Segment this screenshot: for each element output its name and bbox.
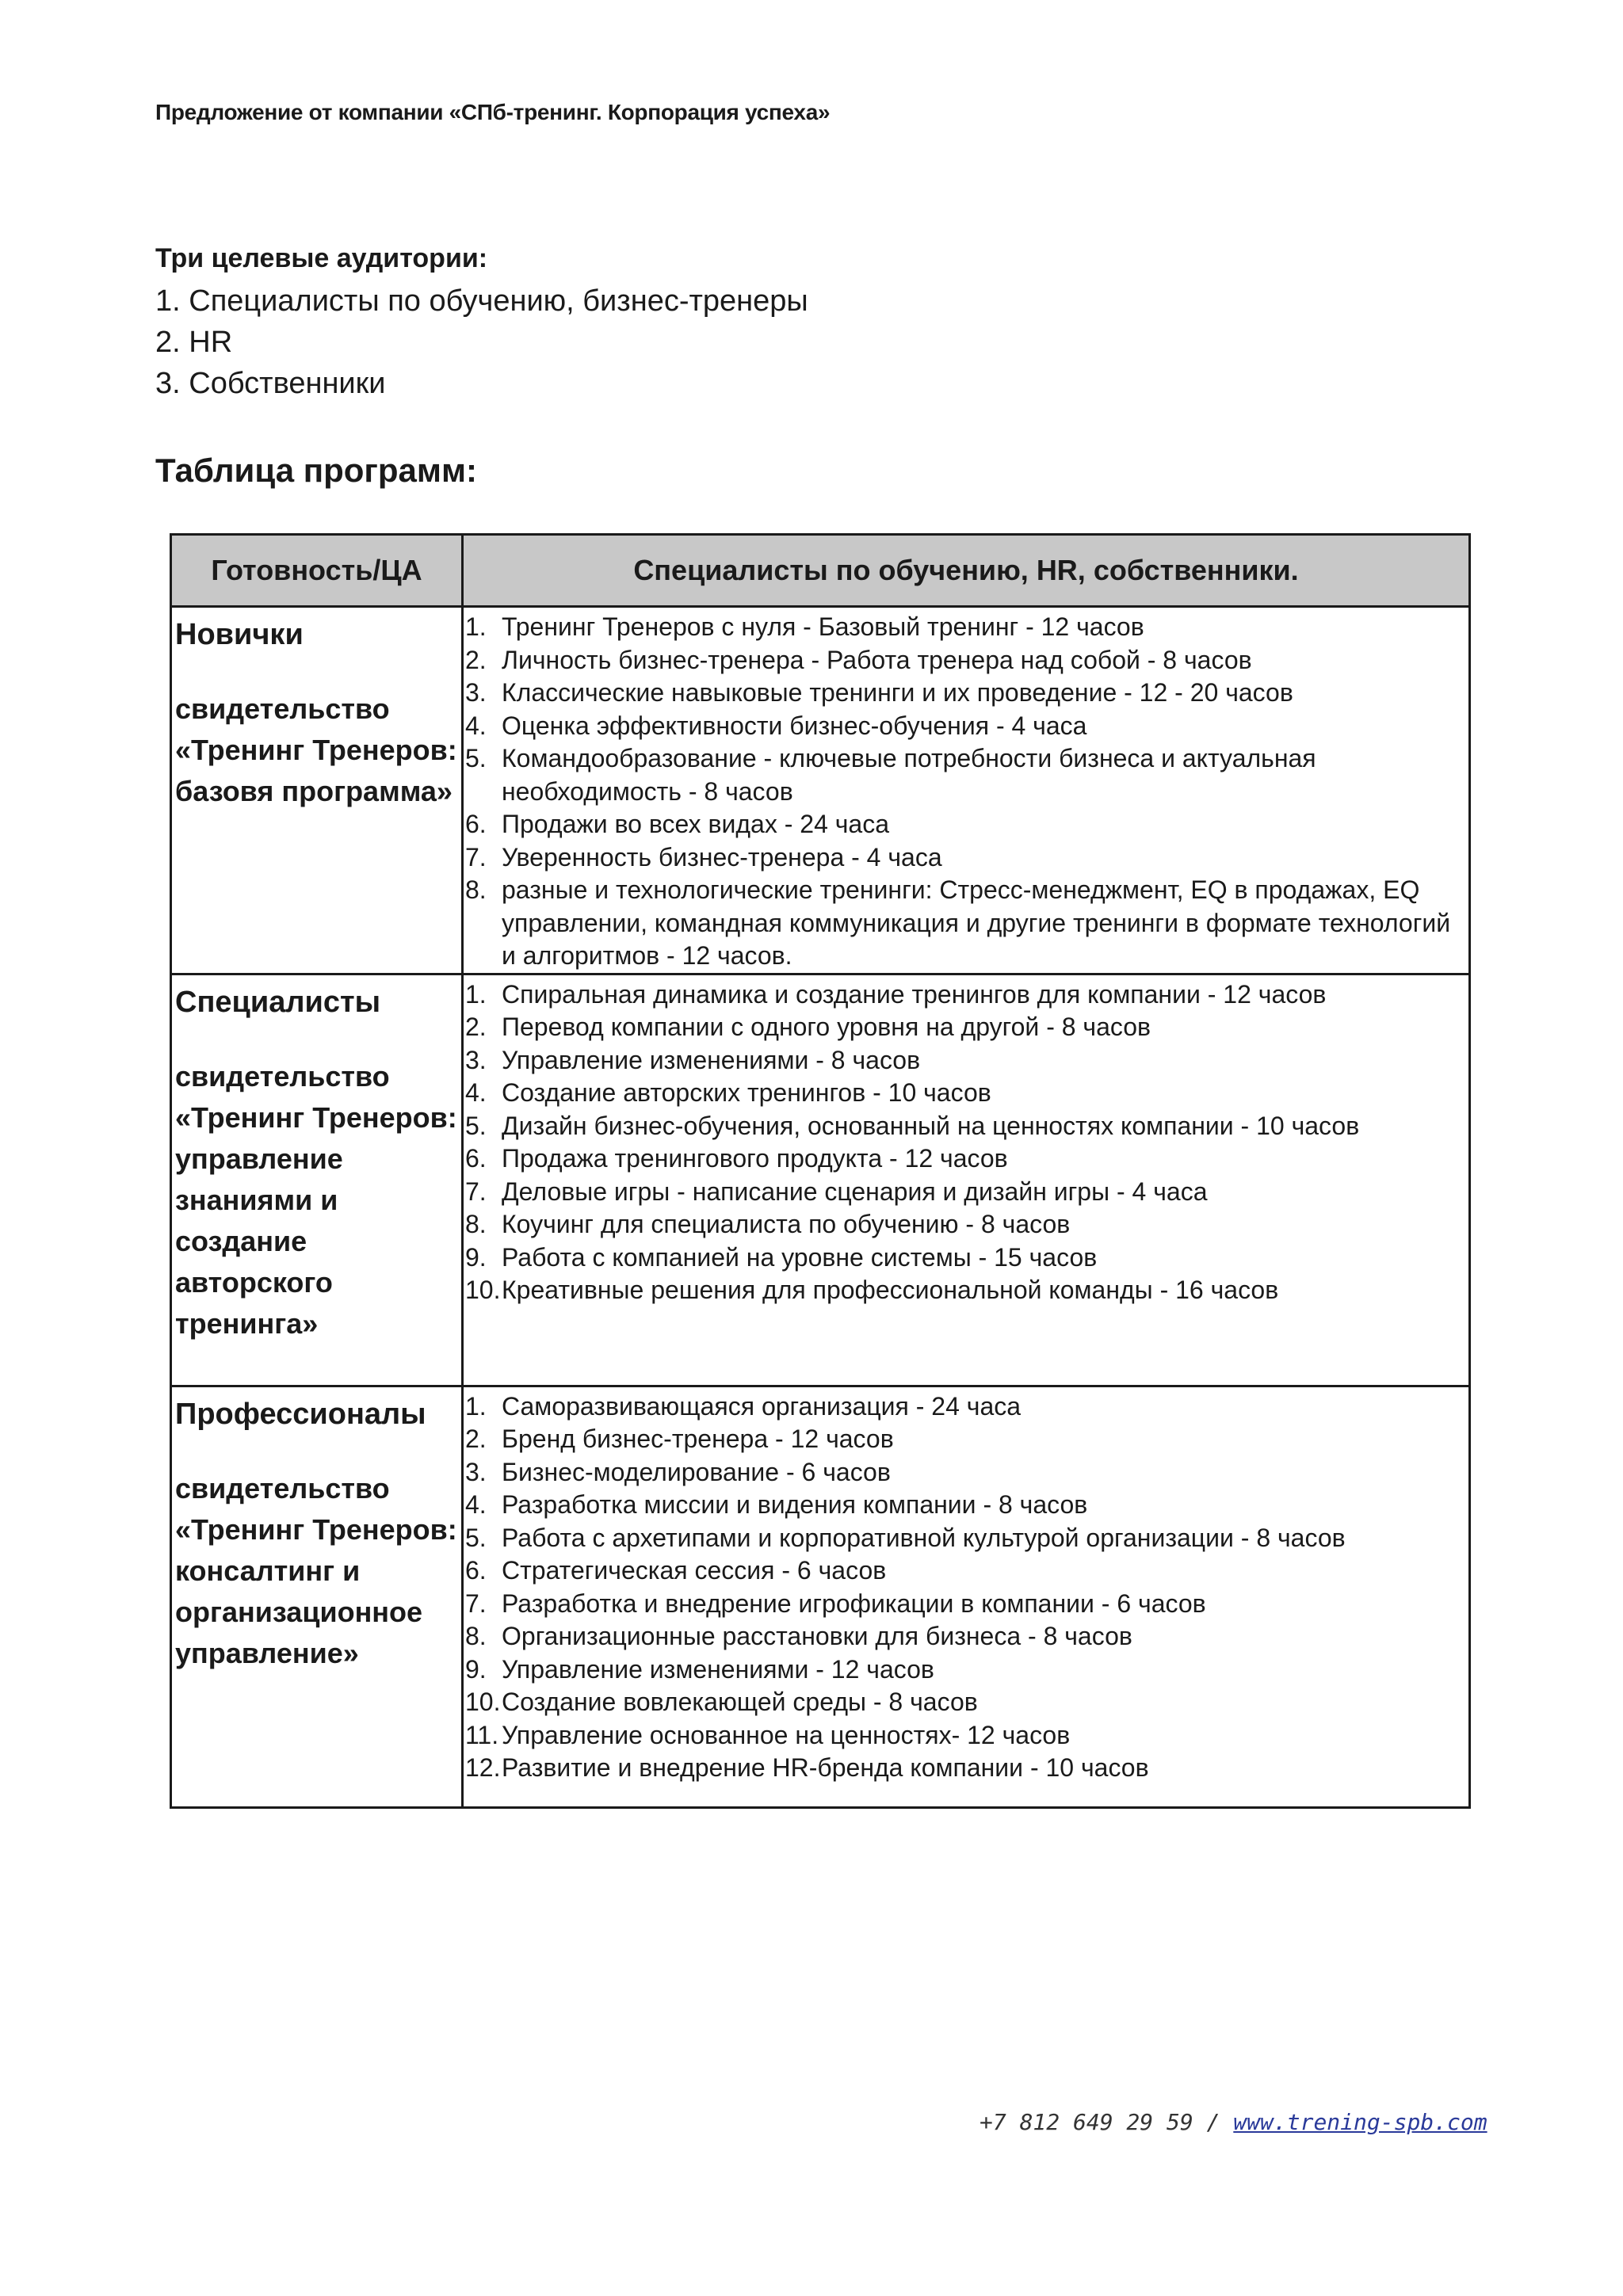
program-number: 1. — [465, 612, 487, 641]
program-text: Стратегическая сессия - 6 часов — [502, 1556, 887, 1585]
program-number: 1. — [465, 979, 487, 1009]
program-item — [464, 1423, 1468, 1456]
program-item — [464, 1110, 1468, 1143]
program-number: 4. — [465, 711, 487, 740]
level-cell — [171, 607, 463, 974]
program-item — [464, 611, 1468, 644]
program-text: Спиральная динамика и создание тренингов для компании - 12 часов — [502, 979, 1327, 1009]
program-text: Уверенность бизнес-тренера - 4 часа — [502, 842, 942, 871]
footer-phone: +7 812 649 29 59 — [980, 2109, 1193, 2135]
program-item — [464, 1077, 1468, 1110]
audiences-list — [155, 280, 808, 404]
footer-separator: / — [1193, 2109, 1234, 2135]
program-number: 2. — [465, 645, 487, 674]
program-text: Продажи во всех видах - 24 часа — [502, 810, 890, 838]
program-item — [464, 710, 1468, 743]
program-item — [464, 1142, 1468, 1176]
level-name: Новички — [175, 618, 304, 651]
program-item — [464, 841, 1468, 875]
programs-cell — [463, 607, 1470, 974]
program-number: 3. — [465, 1045, 487, 1074]
program-number: 8. — [465, 875, 487, 904]
table-row — [171, 974, 1470, 1386]
header-audience: Специалисты по обучению, HR, собственники. — [463, 535, 1470, 607]
program-number: 9. — [465, 1242, 487, 1272]
program-text: Работа с архетипами и корпоративной культурой организации - 8 часов — [502, 1523, 1346, 1552]
program-number: 10. — [465, 1688, 501, 1716]
program-item — [464, 1176, 1468, 1209]
program-item — [464, 677, 1468, 710]
program-item — [464, 1653, 1468, 1687]
program-text: Креативные решения для профессиональной команды - 16 часов — [502, 1276, 1279, 1304]
program-text: Развитие и внедрение HR-бренда компании - 10 часов — [502, 1753, 1149, 1782]
program-number: 6. — [465, 1144, 487, 1173]
program-item — [464, 1588, 1468, 1621]
program-text: Классические навыковые тренинги и их проведение - 12 - 20 часов — [502, 678, 1293, 707]
programs-table — [170, 533, 1471, 1809]
program-text: Создание авторских тренингов - 10 часов — [502, 1078, 991, 1107]
footer-site-link[interactable]: www.trening-spb.com — [1233, 2109, 1487, 2135]
program-item — [464, 1489, 1468, 1522]
program-number: 4. — [465, 1490, 487, 1519]
program-number: 7. — [465, 842, 487, 871]
level-certificate: свидетельство «Тренинг Тренеров: управление знаниями и создание авторского тренинга» — [175, 1059, 457, 1340]
audiences-title: Три целевые аудитории: — [155, 243, 488, 273]
program-text: Тренинг Тренеров с нуля - Базовый тренинг - 12 часов — [502, 612, 1144, 641]
program-number: 3. — [465, 1457, 487, 1486]
program-number: 7. — [465, 1177, 487, 1206]
program-text: Бизнес-моделирование - 6 часов — [502, 1457, 891, 1486]
program-item — [464, 978, 1468, 1012]
program-item — [464, 1554, 1468, 1588]
program-number: 3. — [465, 678, 487, 707]
program-item — [464, 1522, 1468, 1555]
level-name: Специалисты — [175, 985, 381, 1019]
audience-item: 1. Специалисты по обучению, бизнес-тренеры — [155, 284, 808, 318]
program-list — [464, 1387, 1468, 1785]
program-number: 12. — [465, 1753, 501, 1782]
program-text: Перевод компании с одного уровня на другой - 8 часов — [502, 1013, 1151, 1041]
program-item — [464, 1686, 1468, 1719]
program-text: Оценка эффективности бизнес-обучения - 4 часа — [502, 711, 1087, 740]
document-header: Предложение от компании «СПб-тренинг. Корпорация успеха» — [155, 100, 831, 124]
program-item — [464, 1752, 1468, 1785]
program-number: 9. — [465, 1654, 487, 1684]
program-number: 5. — [465, 1523, 487, 1552]
program-list — [464, 608, 1468, 973]
program-text: Командообразование - ключевые потребности бизнеса и актуальная необходимость - 8 часов — [502, 744, 1316, 806]
program-item — [464, 1719, 1468, 1753]
level-certificate: свидетельство «Тренинг Тренеров: базовя программа» — [175, 692, 457, 807]
program-number: 11. — [465, 1720, 499, 1749]
program-number: 5. — [465, 1111, 487, 1140]
program-number: 7. — [465, 1589, 487, 1618]
program-item — [464, 1390, 1468, 1424]
program-number: 6. — [465, 810, 487, 838]
program-text: Разработка и внедрение игрофикации в компании - 6 часов — [502, 1589, 1206, 1618]
level-certificate: свидетельство «Тренинг Тренеров: консалтинг и организационное управление» — [175, 1471, 457, 1669]
program-text: Саморазвивающаяся организация - 24 часа — [502, 1391, 1022, 1421]
program-number: 2. — [465, 1425, 487, 1453]
program-item — [464, 1456, 1468, 1489]
program-item — [464, 742, 1468, 808]
program-number: 1. — [465, 1391, 487, 1421]
program-text: Управление изменениями - 8 часов — [502, 1045, 921, 1074]
program-text: Продажа тренингового продукта - 12 часов — [502, 1144, 1008, 1173]
programs-cell — [463, 974, 1470, 1386]
program-item — [464, 644, 1468, 677]
program-text: Дизайн бизнес-обучения, основанный на ценностях компании - 10 часов — [502, 1111, 1360, 1140]
program-item — [464, 874, 1468, 973]
program-text: Бренд бизнес-тренера - 12 часов — [502, 1425, 894, 1453]
table-row — [171, 1386, 1470, 1807]
program-item — [464, 1011, 1468, 1044]
program-item — [464, 1274, 1468, 1307]
program-text: Управление изменениями - 12 часов — [502, 1654, 934, 1684]
program-number: 6. — [465, 1556, 487, 1585]
program-text: Создание вовлекающей среды - 8 часов — [502, 1688, 978, 1716]
table-row — [171, 607, 1470, 974]
program-number: 5. — [465, 744, 487, 772]
program-number: 10. — [465, 1276, 501, 1304]
program-text: разные и технологические тренинги: Стресс-менеджмент, EQ в продажах, EQ управлении, командная коммуникация и другие тренинги в формате технологий и алгоритмов - 12 часов. — [502, 875, 1451, 970]
audience-item: 3. Собственники — [155, 367, 386, 400]
program-number: 8. — [465, 1210, 487, 1238]
program-number: 8. — [465, 1622, 487, 1650]
program-item — [464, 1620, 1468, 1653]
table-title: Таблица программ: — [155, 452, 478, 489]
level-name: Профессионалы — [175, 1397, 426, 1431]
header-readiness: Готовность/ЦА — [171, 535, 463, 607]
program-text: Управление основанное на ценностях- 12 часов — [502, 1720, 1071, 1749]
program-text: Личность бизнес-тренера - Работа тренера над собой - 8 часов — [502, 645, 1252, 674]
table-header-row — [171, 535, 1470, 607]
program-text: Работа с компанией на уровне системы - 15 часов — [502, 1242, 1098, 1272]
program-text: Разработка миссии и видения компании - 8 часов — [502, 1490, 1088, 1519]
level-cell — [171, 974, 463, 1386]
program-text: Коучинг для специалиста по обучению - 8 часов — [502, 1210, 1071, 1238]
program-item — [464, 1044, 1468, 1077]
level-cell — [171, 1386, 463, 1807]
program-text: Организационные расстановки для бизнеса - 8 часов — [502, 1622, 1132, 1650]
program-item — [464, 1241, 1468, 1275]
audience-item: 2. HR — [155, 326, 233, 359]
program-item — [464, 808, 1468, 841]
program-item — [464, 1208, 1468, 1241]
program-number: 2. — [465, 1013, 487, 1041]
footer-contacts — [980, 2109, 1487, 2135]
program-list — [464, 975, 1468, 1307]
program-number: 4. — [465, 1078, 487, 1107]
programs-cell — [463, 1386, 1470, 1807]
program-text: Деловые игры - написание сценария и дизайн игры - 4 часа — [502, 1177, 1208, 1206]
